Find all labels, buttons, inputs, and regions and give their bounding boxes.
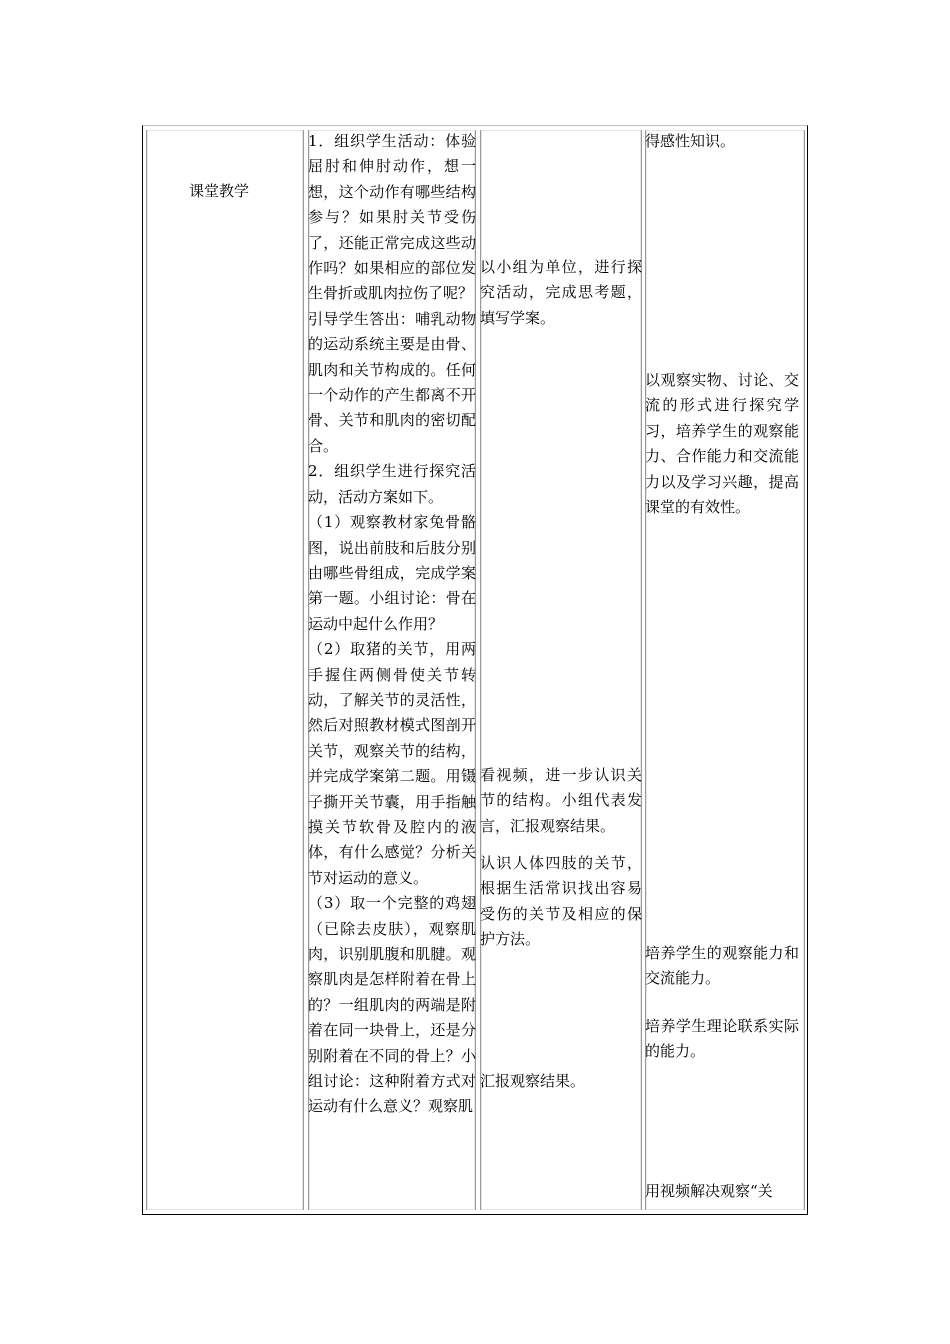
design-intent-d: 培养学生理论联系实际的能力。 (645, 1017, 799, 1061)
design-intent-a: 得感性知识。 (645, 132, 736, 150)
teacher-activity-text (308, 129, 476, 1120)
stage-column (146, 130, 304, 1210)
stage-label: 课堂教学 (189, 182, 250, 200)
design-intent-c: 培养学生的观察能力和交流能力。 (645, 944, 799, 988)
design-intent-b: 以观察实物、讨论、交流的形式进行探究学习，培养学生的观察能力、合作能力和交流能力以及学习兴趣，提高课堂的有效性。 (645, 371, 799, 517)
design-intent-e: 用视频解决观察“关 (645, 1182, 773, 1200)
student-activity-d: 汇报观察结果。 (480, 1072, 586, 1090)
student-activity-c: 认识人体四肢的关节，根据生活常识找出容易受伤的关节及相应的保护方法。 (480, 854, 642, 949)
teacher-paragraph-3: 2．组织学生进行探究活动，活动方案如下。 (308, 462, 476, 506)
teacher-paragraph-6: （3）取一个完整的鸡翅（已除去皮肤），观察肌肉，识别肌腹和肌腱。观察肌肉是怎样附着在骨上的？一组肌肉的两端是附着在同一块骨上，还是分别附着在不同的骨上？小组讨论：这种附着方式对运动有什么意义？观察肌 (308, 894, 476, 1116)
teacher-paragraph-2: 引导学生答出：哺乳动物的运动系统主要是由骨、肌肉和关节构成的。任何一个动作的产生都离不开骨、关节和肌肉的密切配合。 (308, 309, 476, 455)
teacher-paragraph-4: （1）观察教材家兔骨骼图，说出前肢和后肢分别由哪些骨组成，完成学案第一题。小组讨论：骨在运动中起什么作用？ (308, 513, 476, 633)
student-activity-a: 以小组为单位，进行探究活动，完成思考题，填写学案。 (480, 258, 642, 327)
teacher-paragraph-5: （2）取猪的关节，用两手握住两侧骨使关节转动，了解关节的灵活性，然后对照教材模式图剖开关节，观察关节的结构，并完成学案第二题。用镊子撕开关节囊，用手指触摸关节软骨及腔内的液体，有什么感觉？分析关节对运动的意义。 (308, 640, 476, 887)
teacher-paragraph-1: 1．组织学生活动：体验屈肘和伸肘动作，想一想，这个动作有哪些结构参与？如果肘关节受伤了，还能正常完成这些动作吗？如果相应的部位发生骨折或肌肉拉伤了呢？ (308, 132, 476, 303)
student-activity-b: 看视频，进一步认识关节的结构。小组代表发言，汇报观察结果。 (480, 766, 642, 835)
lesson-plan-table (142, 125, 808, 1215)
